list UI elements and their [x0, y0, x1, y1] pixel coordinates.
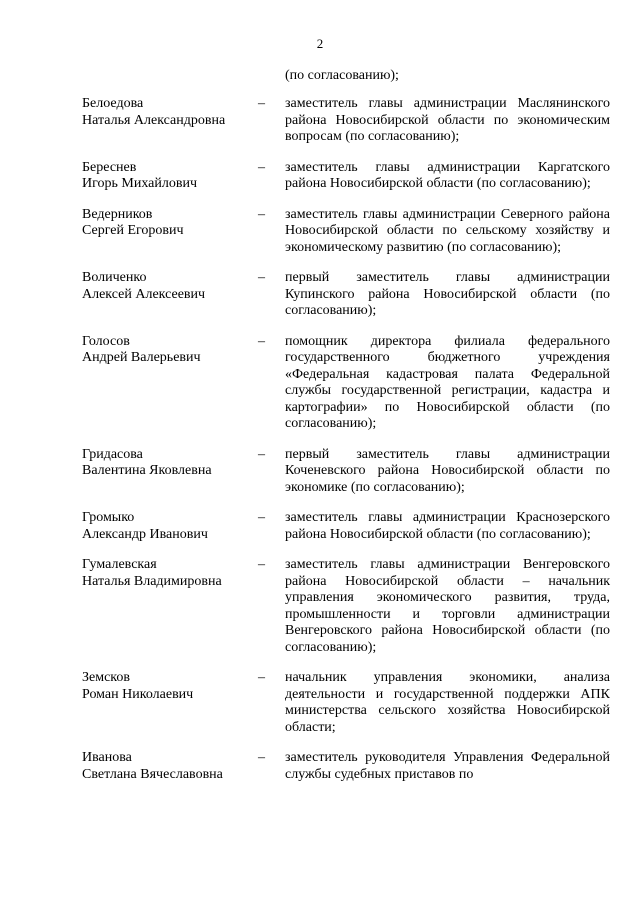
member-entry [82, 334, 610, 433]
member-name [82, 334, 258, 433]
member-entry [82, 96, 610, 146]
member-name [82, 670, 258, 736]
member-role: заместитель главы администрации Венгеровского района Новосибирской области – начальник управления экономического развития, труда, промышленности и торговли администрации Венгеровского района Новосибирской области (по согласованию); [285, 557, 610, 655]
member-given-name: Игорь Михайлович [82, 176, 197, 191]
member-role: заместитель главы администрации Каргатского района Новосибирской области (по согласованию); [285, 159, 610, 191]
member-role: первый заместитель главы администрации Купинского района Новосибирской области (по согласованию); [285, 270, 610, 318]
member-name [82, 160, 258, 193]
members-list [82, 96, 610, 797]
dash-separator: – [258, 333, 265, 349]
member-given-name: Андрей Валерьевич [82, 350, 201, 365]
member-entry [82, 557, 610, 656]
member-name [82, 557, 258, 656]
member-surname: Воличенко [82, 270, 147, 285]
member-role: заместитель главы администрации Маслянинского района Новосибирской области по экономическим вопросам (по согласованию); [285, 96, 610, 144]
member-entry [82, 160, 610, 193]
member-given-name: Наталья Александровна [82, 112, 226, 128]
member-role: заместитель руководителя Управления Федеральной службы судебных приставов по [285, 750, 610, 782]
member-name [82, 447, 258, 497]
member-role: первый заместитель главы администрации Коченевского района Новосибирской области по экономике (по согласованию); [285, 446, 610, 495]
member-name [82, 270, 258, 320]
member-name [82, 96, 258, 146]
member-entry [82, 750, 610, 783]
member-role: заместитель главы администрации Северного района Новосибирской области по сельскому хозяйству и экономическому развитию (по согласованию); [285, 206, 610, 255]
member-given-name: Александр Иванович [82, 526, 208, 542]
member-role: начальник управления экономики, анализа деятельности и государственной поддержки АПК министерства сельского хозяйства Новосибирской области; [285, 670, 610, 735]
member-given-name: Роман Николаевич [82, 686, 194, 702]
member-surname: Гридасова [82, 446, 143, 462]
dash-separator: – [258, 96, 265, 111]
member-entry [82, 670, 610, 736]
member-role: помощник директора филиала федерального государственного бюджетного учреждения «Федеральная кадастровая палата Федеральной службы государственной регистрации, кадастра и картографии» по Новосибирской области (по согласованию); [285, 333, 610, 431]
member-given-name: Светлана Вячеславовна [82, 766, 223, 782]
member-given-name: Наталья Владимировна [82, 573, 222, 589]
dash-separator: – [258, 510, 265, 525]
member-entry [82, 510, 610, 543]
member-surname: Иванова [82, 750, 132, 765]
dash-separator: – [258, 557, 265, 572]
member-surname: Земсков [82, 670, 131, 685]
dash-separator: – [258, 446, 265, 462]
member-name [82, 510, 258, 543]
member-entry [82, 207, 610, 257]
member-role: заместитель главы администрации Краснозерского района Новосибирской области (по согласованию); [285, 510, 610, 542]
member-surname: Громыко [82, 510, 135, 525]
member-entry [82, 270, 610, 320]
member-surname: Ведерников [82, 206, 153, 222]
continuation-text: (по согласованию); [285, 68, 399, 83]
member-name [82, 750, 258, 783]
dash-separator: – [258, 270, 265, 285]
dash-separator: – [258, 159, 265, 175]
member-name [82, 207, 258, 257]
member-given-name: Алексей Алексеевич [82, 286, 206, 302]
member-surname: Береснев [82, 159, 137, 175]
member-entry [82, 447, 610, 497]
member-surname: Гумалевская [82, 557, 157, 572]
member-given-name: Валентина Яковлевна [82, 463, 212, 478]
member-given-name: Сергей Егорович [82, 223, 184, 238]
member-surname: Голосов [82, 333, 130, 349]
member-surname: Белоедова [82, 96, 144, 111]
dash-separator: – [258, 670, 265, 685]
dash-separator: – [258, 750, 265, 765]
page-number: 2 [316, 36, 324, 51]
dash-separator: – [258, 206, 265, 222]
